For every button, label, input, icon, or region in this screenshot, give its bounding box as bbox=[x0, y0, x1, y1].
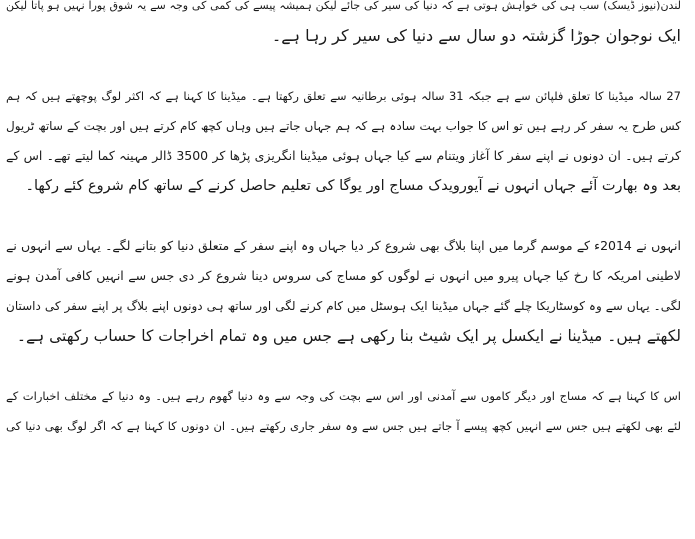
text-line: بعد وہ بھارت آئے جہاں انہوں نے آیورویدک مساج اور یوگا کی تعلیم حاصل کرنے کے ساتھ کام شروع کئے رکھا۔ bbox=[25, 178, 681, 194]
text-line: انہوں نے 2014ء کے موسم گرما میں اپنا بلاگ بھی شروع کر دیا جہاں وہ اپنے سفر کے متعلق دنیا کو بتانے لگے۔ یہاں سے انہوں نے bbox=[6, 238, 681, 253]
text-line: لئے بھی لکھتے ہیں جس سے انہیں کچھ پیسے آ جاتے ہیں جس سے وہ سفر جاری رکھتے ہیں۔ ان دونوں کا کہنا ہے کہ اگر لوگ بھی دنیا کی bbox=[6, 419, 681, 433]
text-line: 27 سالہ میڈینا کا تعلق فلپائن سے ہے جبکہ 31 سالہ ہوئی برطانیہ سے تعلق رکھتا ہے۔ میڈینا کا کہنا ہے کہ اکثر لوگ پوچھتے ہیں کہ ہم bbox=[6, 89, 681, 103]
paragraph-gap bbox=[0, 201, 695, 231]
text-line: ایک نوجوان جوڑا گزشتہ دو سال سے دنیا کی سیر کر رہا ہے۔ bbox=[271, 26, 681, 45]
paragraph-1 bbox=[0, 0, 695, 51]
text-line: کس طرح یہ سفر کر رہے ہیں تو اس کا جواب بہت سادہ ہے کہ ہم جہاں جاتے ہیں وہاں کچھ کام کرتے ہیں اور بچت کے ساتھ ٹریول bbox=[6, 119, 681, 133]
text-line: لاطینی امریکہ کا رخ کیا جہاں پیرو میں انہوں نے لوگوں کو مساج کی سروس دینا شروع کر دی جس سے انہیں کافی آمدن ہونے bbox=[6, 268, 681, 283]
paragraph-2 bbox=[0, 81, 695, 201]
text-line: لندن(نیوز ڈیسک) سب ہی کی خواہش ہوتی ہے کہ دنیا کی سیر کی جائے لیکن ہمیشہ پیسے کی کمی کی وجہ سے یہ شوق پورا نہیں ہو پاتا لیکن bbox=[6, 0, 681, 12]
paragraph-gap bbox=[0, 51, 695, 81]
paragraph-gap bbox=[0, 351, 695, 381]
text-line: لکھتے ہیں۔ میڈینا نے ایکسل پر ایک شیٹ بنا رکھی ہے جس میں وہ تمام اخراجات کا حساب رکھتی ہے۔ bbox=[16, 327, 681, 345]
paragraph-3 bbox=[0, 231, 695, 351]
paragraph-4 bbox=[0, 381, 695, 441]
text-line: کرتے ہیں۔ ان دونوں نے اپنے سفر کا آغاز ویتنام سے کیا جہاں ہوئی میڈینا انگریزی پڑھا کر 3500 ڈالر مہینہ کما لیتے تھے۔ اس کے bbox=[6, 148, 681, 163]
text-line: لگی۔ یہاں سے وہ کوسٹاریکا چلے گئے جہاں میڈینا ایک ہوسٹل میں کام کرنے لگی اور ساتھ ہی دونوں اپنے بلاگ پر اپنے سفر کی داستان bbox=[6, 299, 681, 313]
text-line: اس کا کہنا ہے کہ مساج اور دیگر کاموں سے آمدنی اور اس سے بچت کی وجہ سے وہ دنیا گھوم رہے ہیں۔ وہ دنیا کے مختلف اخبارات کے bbox=[6, 389, 681, 403]
